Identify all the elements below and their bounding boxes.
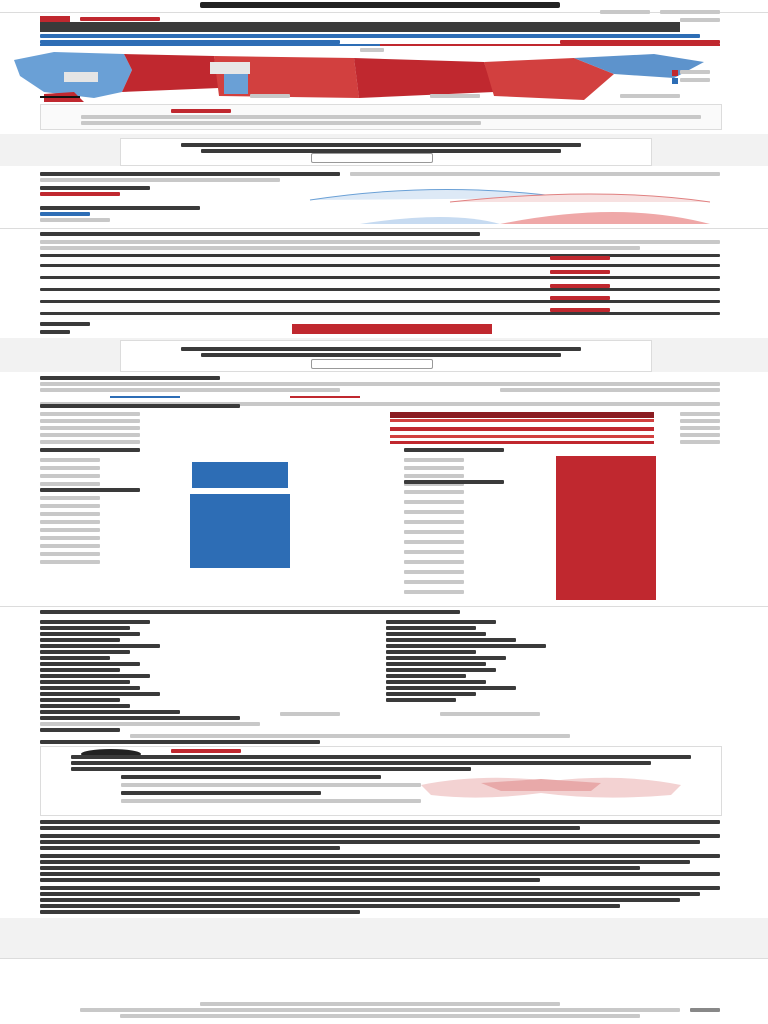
solid-right-title [404, 480, 504, 484]
map-legend [680, 70, 710, 74]
article-map-thumbnail [421, 771, 681, 801]
map-tabs [30, 88, 730, 102]
state-link[interactable] [40, 650, 130, 654]
forecast-heading [40, 172, 340, 176]
state-link[interactable] [40, 698, 120, 702]
state-link[interactable] [40, 656, 110, 660]
nav-link[interactable] [660, 10, 720, 14]
state-link[interactable] [40, 620, 150, 624]
logo[interactable] [200, 2, 560, 8]
app-promo[interactable] [120, 138, 652, 166]
state-link[interactable] [40, 668, 120, 672]
state-link[interactable] [386, 620, 496, 624]
article-card[interactable] [40, 746, 722, 816]
forecast-label [40, 186, 150, 190]
tab-map[interactable] [30, 88, 90, 100]
state-link[interactable] [40, 644, 160, 648]
solid-right-table [404, 486, 724, 600]
state-link[interactable] [40, 638, 120, 642]
state-link[interactable] [386, 668, 496, 672]
map-gray-state [210, 62, 250, 74]
competitive-table [40, 410, 720, 444]
state-link[interactable] [386, 680, 486, 684]
state-link[interactable] [40, 632, 140, 636]
nav-link[interactable] [680, 18, 720, 22]
article-kicker [171, 749, 241, 753]
state-link[interactable] [386, 656, 506, 660]
tab-margin[interactable] [420, 88, 500, 100]
ec-label [40, 206, 200, 210]
map-legend-swatch [672, 70, 678, 76]
tab-live[interactable] [230, 88, 310, 100]
state-link[interactable] [40, 662, 140, 666]
map-legend-swatch [672, 78, 678, 84]
state-link[interactable] [386, 686, 516, 690]
download-app-button[interactable] [311, 359, 433, 369]
article-dek [121, 775, 381, 779]
swing-heading [40, 232, 480, 236]
state-link[interactable] [40, 680, 130, 684]
nav-link[interactable] [600, 10, 650, 14]
projected-winner-bar [292, 324, 492, 334]
state-link[interactable] [386, 632, 486, 636]
app-promo[interactable] [120, 340, 652, 372]
article-headline [71, 755, 691, 759]
leans-left-title [40, 448, 140, 452]
state-link[interactable] [40, 626, 130, 630]
footer-band [0, 918, 768, 958]
state-link[interactable] [40, 692, 160, 696]
state-link[interactable] [386, 638, 516, 642]
state-link[interactable] [386, 698, 456, 702]
page-title [40, 22, 680, 32]
tab-shift[interactable] [610, 88, 700, 100]
states-col-1 [40, 618, 360, 708]
state-link[interactable] [386, 626, 476, 630]
map-gray-state [64, 72, 98, 82]
solid-left-title [40, 488, 140, 492]
nav-link[interactable] [80, 17, 160, 21]
subtitle [40, 34, 700, 38]
leans-left-table [40, 456, 360, 486]
index-heading [40, 610, 460, 614]
footer-logo[interactable] [690, 1008, 720, 1012]
download-app-button[interactable] [311, 153, 433, 163]
state-link[interactable] [386, 650, 476, 654]
footer-link[interactable] [120, 1014, 640, 1018]
solid-left-table [40, 494, 360, 568]
state-link[interactable] [386, 662, 486, 666]
candidate-left-bar [40, 44, 380, 46]
results-heading [40, 376, 220, 380]
state-link[interactable] [40, 686, 140, 690]
candidate-right-bar [380, 44, 720, 46]
copyright [200, 1002, 560, 1006]
footer-link[interactable] [80, 1008, 680, 1012]
state-link[interactable] [40, 674, 150, 678]
map-mountain [122, 54, 219, 92]
states-col-2 [386, 618, 706, 702]
leans-right-title [404, 448, 504, 452]
map-legend [680, 78, 710, 82]
competitive-title [40, 404, 240, 408]
state-link[interactable] [40, 704, 130, 708]
forecast-curves [300, 180, 720, 228]
note-box [40, 104, 722, 130]
state-link[interactable] [386, 674, 466, 678]
state-link[interactable] [386, 644, 546, 648]
state-link[interactable] [386, 692, 476, 696]
